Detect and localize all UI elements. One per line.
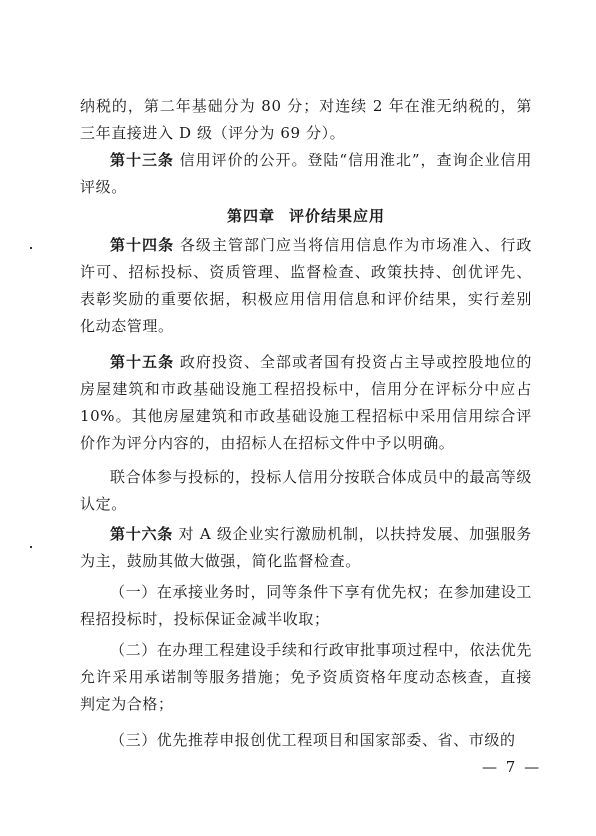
paragraph-continuation: 纳税的，第二年基础分为 80 分；对连续 2 年在淮无纳税的，第三年直接进入 D 级（评分为 69 分）。 [80, 97, 532, 142]
article-14-label: 第十四条 [110, 236, 175, 254]
article-13-label: 第十三条 [110, 151, 174, 169]
page-number: — 7 — [482, 758, 542, 776]
list-item-3: （三）优先推荐申报创优工程项目和国家部委、省、市级的 [110, 731, 516, 749]
article-15-text: 政府投资、全部或者国有投资占主导或控股地位的房屋建筑和市政基础设施工程招投标中，信用分在评标分中应占 10%。其他房屋建筑和市政基础设施工程招标中采用信用综合评价作为评分内容的，由招标人在招标文件中予以明确。 [80, 353, 533, 452]
paragraph-consortium: 联合体参与投标的，投标人信用分按联合体成员中的最高等级认定。 [80, 468, 532, 513]
article-14 [80, 232, 532, 340]
article-15-label: 第十五条 [110, 353, 175, 371]
article-13 [80, 147, 532, 201]
chapter-heading [80, 205, 532, 226]
list-item-2: （二）在办理工程建设手续和行政审批事项过程中，依法优先允许采用承诺制等服务措施；免予资质资格年度动态核查，直接判定为合格； [80, 641, 532, 713]
list-item-1: （一）在承接业务时，同等条件下享有优先权；在参加建设工程招投标时，投标保证金减半收取； [80, 583, 532, 628]
article-13-text: 信用评价的公开。登陆“信用淮北”，查询企业信用评级。 [80, 151, 532, 196]
margin-mark [30, 247, 32, 249]
article-14-text: 各级主管部门应当将信用信息作为市场准入、行政许可、招标投标、资质管理、监督检查、政策扶持、创优评先、表彰奖励的重要依据，积极应用信用信息和评价结果，实行差别化动态管理。 [80, 236, 533, 335]
article-16-label: 第十六条 [110, 525, 174, 543]
article-16 [80, 521, 532, 575]
chapter-title: 评价结果应用 [289, 207, 386, 225]
article-15 [80, 349, 532, 457]
chapter-number: 第四章 [226, 207, 275, 225]
article-16-text: 对 A 级企业实行激励机制，以扶持发展、加强服务为主，鼓励其做大做强，简化监督检查。 [80, 525, 532, 570]
margin-mark [30, 546, 32, 548]
